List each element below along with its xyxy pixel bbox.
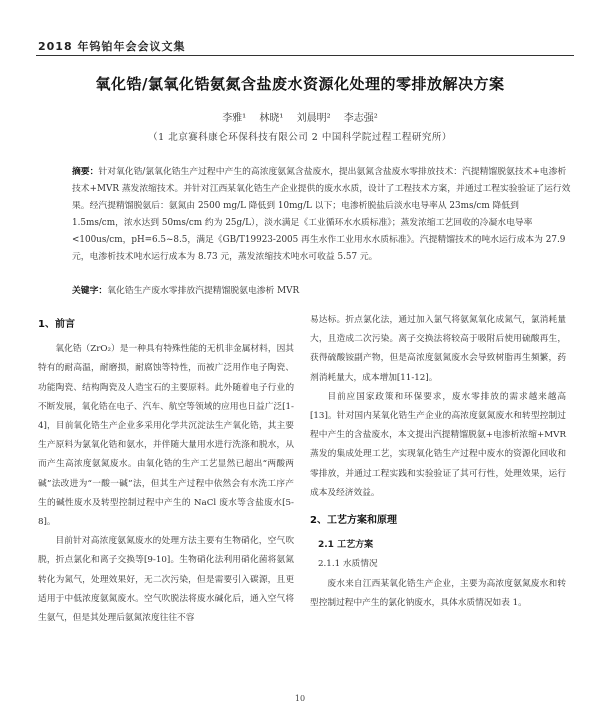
subsubsection-heading: 2.1.1 水质情况 [318, 559, 378, 570]
affiliation: （1 北京赛科康仑环保科技有限公司 2 中国科学院过程工程研究所） [148, 132, 452, 143]
paragraph: 目前应国家政策和环保要求，废水零排放的需求越来越高[13]。针对国内某氧化锆生产企业的高浓度氨氮废水和转型控制过程中产生的含盐废水，本文提出汽提精馏脱氨+电渗析浓缩+MVR 蒸发的集成处理工艺，实现氧化锆生产过程中废水的资源化回收和零排放，并通过工程实践和实验验证了其可行性，处理效果，运行成本及经济效益。 [310, 391, 566, 498]
author: 李志强² [343, 113, 378, 124]
section-heading-intro: 1、前言 [38, 319, 75, 330]
section-heading-process: 2、工艺方案和原理 [310, 515, 397, 527]
author: 林晓¹ [259, 113, 284, 124]
paragraph: 目前针对高浓度氨氮废水的处理方法主要有生物硝化，空气吹脱，折点氯化和离子交换等[9-10]。生物硝化法利用硝化菌将氨氮转化为氮气，处理效果好，无二次污染，但是需要引入碳源，且更适用于中低浓度氨氮废水。空气吹脱法将废水碱化后，通入空气将生氨气，但是其处理后氨氮浓度往往不容 [38, 536, 294, 624]
paragraph: 废水来自江西某氧化锆生产企业，主要为高浓度氨氮废水和转型控制过程中产生的氯化钠废水，具体水质情况如表 1。 [310, 578, 566, 608]
keywords [72, 283, 572, 300]
journal-header: 2018 年钨铂年会会议文集 [38, 40, 186, 53]
left-column [38, 311, 294, 628]
page-number: 10 [294, 694, 306, 703]
header-rule [36, 55, 574, 56]
keywords-label: 关键字： [72, 286, 108, 296]
author-list [0, 109, 600, 124]
keywords-text: 氧化锆生产废水零排放汽提精馏脱氨电渗析 MVR [107, 286, 300, 296]
abstract-text: 针对氧化锆/氯氧化锆生产过程中产生的高浓度氨氮含盐废水，提出氨氮含盐废水零排放技术：汽提精馏脱氨技术+电渗析技术+MVR 蒸发浓缩技术。并针对江西某氧化锆生产企业提供的废水水质，设计了工程技术方案，并通过工程实验验证了运行效果。经汽提精馏脱氨后：氨氮由 2500 mg/L 降低到 10mg/L 以下；电渗析脱盐后淡水电导率从 23ms/cm 降低到 1.5ms/cm，浓水达到 50ms/cm 约为 25g/L），淡水满足《工业循环水水质标准》；蒸发浓缩工艺回收的冷凝水电导率<100us/cm，pH=6.5~8.5，满足《GB/T19923-2005 再生水作工业用水水质标准》。汽提精馏技术的吨水运行成本为 27.9 元，电渗析技术吨水运行成本为 8.73 元，蒸发浓缩技术吨水可收益 5.57 元。 [72, 167, 571, 262]
author: 李雅¹ [222, 113, 247, 124]
abstract [72, 164, 572, 266]
right-column [310, 311, 566, 613]
author: 刘晨明² [296, 113, 331, 124]
paper-title: 氧化锆/氯氧化锆氨氮含盐废水资源化处理的零排放解决方案 [95, 75, 505, 93]
subsection-heading: 2.1 工艺方案 [318, 540, 374, 551]
paragraph: 氧化锆（ZrO₂）是一种具有特殊性能的无机非金属材料，因其特有的耐高温，耐磨损，耐腐蚀等特性，而被广泛用作电子陶瓷、功能陶瓷、结构陶瓷及人造宝石的主要原料。此外随着电子行业的不断发展，氧化锆在电子、汽车、航空等领域的应用也日益广泛[1-4]，目前氧化锆生产企业多采用化学共沉淀法生产氧化锆，其主要生产原料为氯氧化锆和氨水，并伴随大量用水进行洗涤和脱水，从而产生高浓度氨氮废水。由氧化锆的生产工艺显然已超出“两酸两碱”法改进为“一酸一碱”法，但其生产过程中依然会有水洗工序产生的碱性废水及转型控制过程中产生的 NaCl 废水等含盐废水[5-8]。 [38, 344, 294, 528]
paragraph: 易达标。折点氯化法，通过加入氯气将氨氮氧化成氮气，氯消耗量大，且造成二次污染。离子交换法将较高于吸附后使用硫酸再生，获得硫酸铵副产物，但是高浓度氨氮废水会导致树脂再生频繁，药剂消耗量大，成本增加[11-12]。 [310, 315, 566, 383]
abstract-label: 摘要： [72, 167, 99, 177]
